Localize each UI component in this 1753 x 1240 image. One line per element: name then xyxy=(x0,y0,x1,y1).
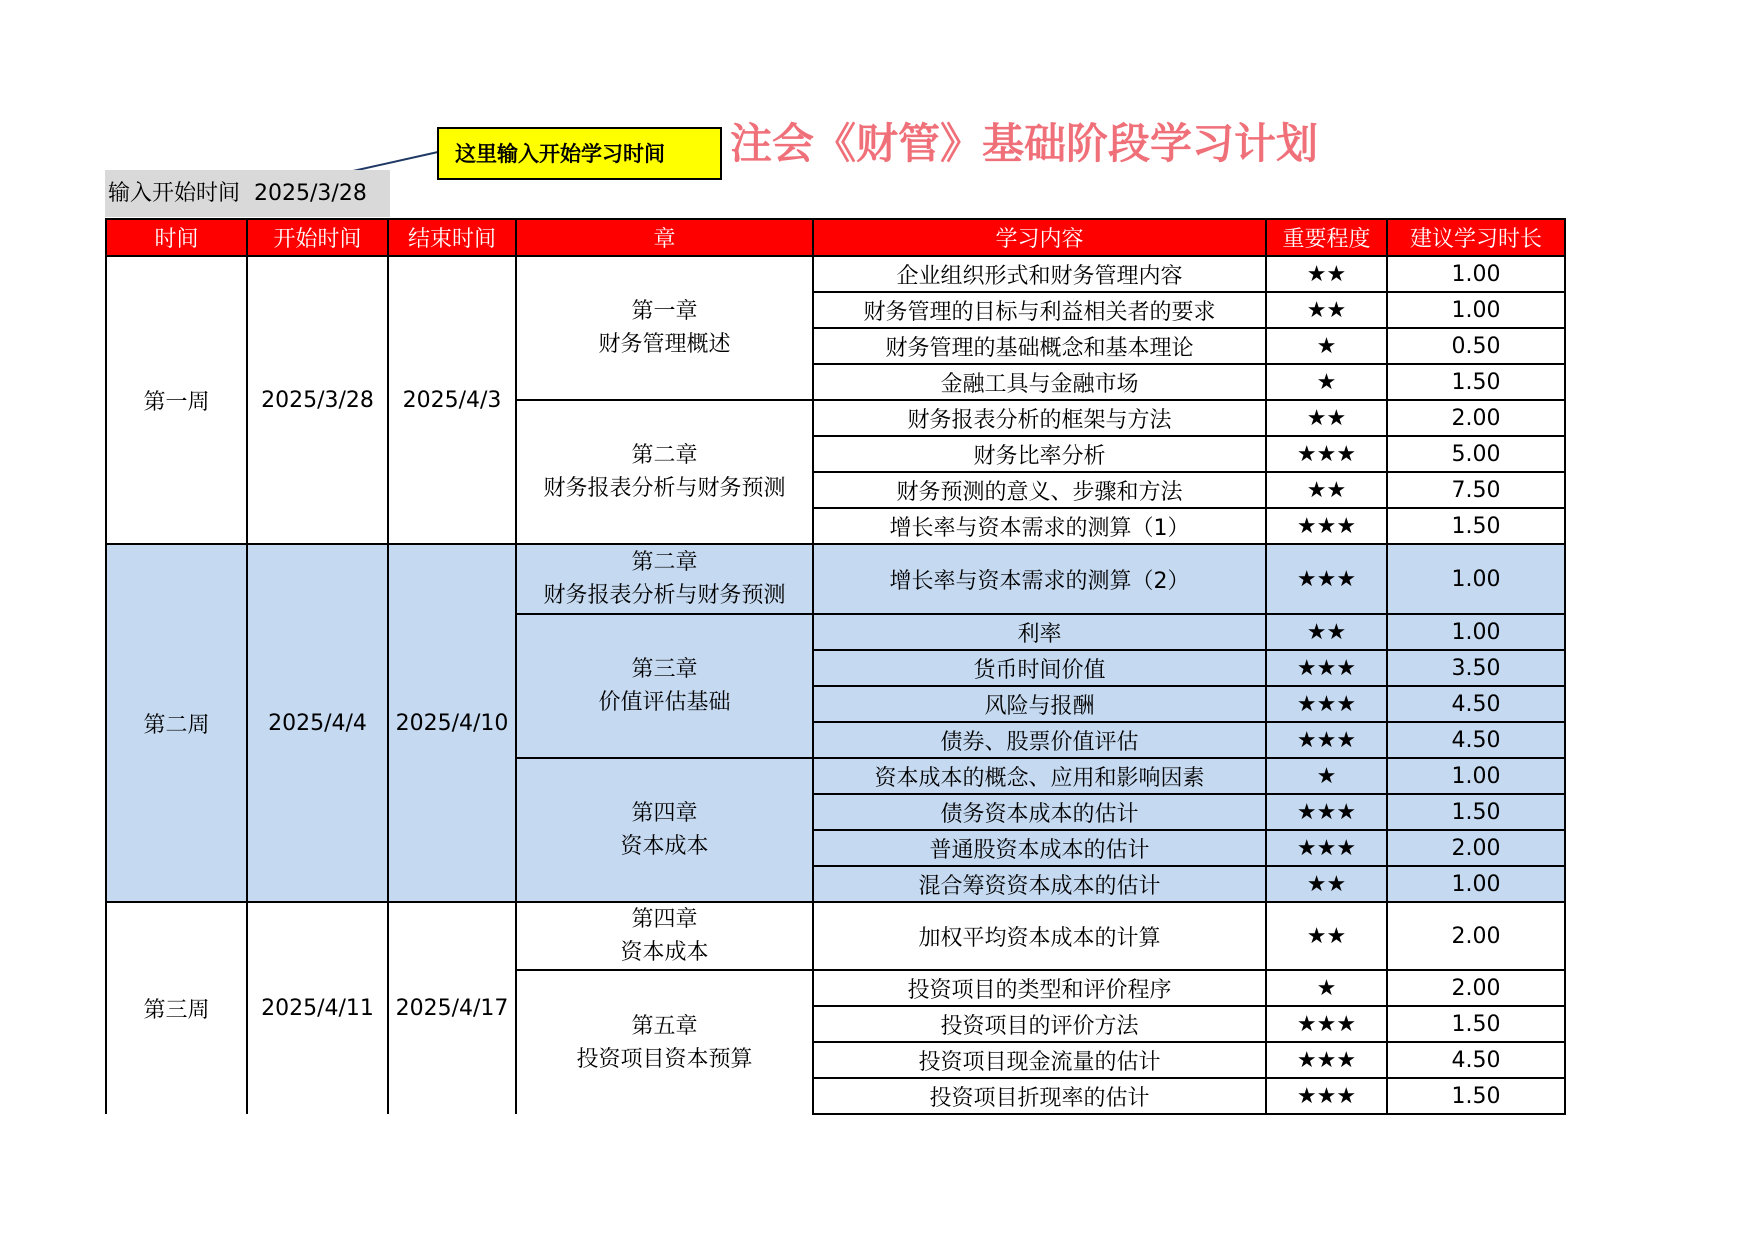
content-cell: 财务管理的目标与利益相关者的要求 xyxy=(813,292,1266,328)
content-cell: 企业组织形式和财务管理内容 xyxy=(813,256,1266,292)
table-row xyxy=(106,544,1565,614)
chapter-cell xyxy=(516,256,813,400)
importance-cell: ★★★ xyxy=(1266,1006,1387,1042)
content-cell: 利率 xyxy=(813,614,1266,650)
week-end-cell: 2025/4/17 xyxy=(388,902,516,1114)
chapter-cell xyxy=(516,400,813,544)
week-start-cell: 2025/3/28 xyxy=(247,256,388,544)
header-content: 学习内容 xyxy=(813,219,1266,256)
importance-cell: ★★ xyxy=(1266,902,1387,970)
chapter-name: 财务报表分析与财务预测 xyxy=(543,583,786,608)
header-end: 结束时间 xyxy=(388,219,516,256)
hours-cell: 7.50 xyxy=(1387,472,1565,508)
table-row xyxy=(106,902,1565,970)
chapter-name: 资本成本 xyxy=(620,834,709,859)
hours-cell: 1.00 xyxy=(1387,292,1565,328)
chapter-number: 第一章 xyxy=(631,299,698,324)
chapter-number: 第五章 xyxy=(631,1013,698,1039)
hours-cell: 0.50 xyxy=(1387,328,1565,364)
importance-cell: ★★★ xyxy=(1266,650,1387,686)
content-cell: 投资项目现金流量的估计 xyxy=(813,1042,1266,1078)
chapter-number: 第二章 xyxy=(631,443,698,468)
header-hours: 建议学习时长 xyxy=(1387,219,1565,256)
hours-cell: 1.00 xyxy=(1387,614,1565,650)
content-cell: 债务资本成本的估计 xyxy=(813,794,1266,830)
importance-cell: ★★ xyxy=(1266,866,1387,902)
chapter-number: 第三章 xyxy=(631,657,698,682)
importance-cell: ★★★ xyxy=(1266,1042,1387,1078)
content-cell: 金融工具与金融市场 xyxy=(813,364,1266,400)
week-start-cell: 2025/4/11 xyxy=(247,902,388,1114)
chapter-cell xyxy=(516,970,813,1114)
page-title: 注会《财管》基础阶段学习计划 xyxy=(730,119,1319,168)
chapter-name: 价值评估基础 xyxy=(598,690,731,715)
content-cell: 增长率与资本需求的测算（2） xyxy=(813,544,1266,614)
importance-cell: ★★★ xyxy=(1266,544,1387,614)
hours-cell: 2.00 xyxy=(1387,902,1565,970)
content-cell: 增长率与资本需求的测算（1） xyxy=(813,508,1266,544)
importance-cell: ★★ xyxy=(1266,256,1387,292)
chapter-number: 第四章 xyxy=(631,801,698,826)
chapter-number: 第二章 xyxy=(631,550,698,575)
content-cell: 混合筹资资本成本的估计 xyxy=(813,866,1266,902)
hours-cell: 5.00 xyxy=(1387,436,1565,472)
content-cell: 货币时间价值 xyxy=(813,650,1266,686)
hours-cell: 1.00 xyxy=(1387,866,1565,902)
start-date-box xyxy=(105,170,390,217)
importance-cell: ★★ xyxy=(1266,292,1387,328)
importance-cell: ★★★ xyxy=(1266,686,1387,722)
importance-cell: ★★★ xyxy=(1266,436,1387,472)
content-cell: 财务预测的意义、步骤和方法 xyxy=(813,472,1266,508)
week-cell: 第一周 xyxy=(106,256,247,544)
importance-cell: ★ xyxy=(1266,328,1387,364)
chapter-name: 投资项目资本预算 xyxy=(576,1046,753,1072)
start-date-label: 输入开始时间 xyxy=(108,181,241,206)
importance-cell: ★★ xyxy=(1266,400,1387,436)
week-cell: 第二周 xyxy=(106,544,247,902)
hours-cell: 3.50 xyxy=(1387,650,1565,686)
hours-cell: 1.50 xyxy=(1387,1006,1565,1042)
importance-cell: ★★★ xyxy=(1266,794,1387,830)
chapter-cell xyxy=(516,902,813,970)
hours-cell: 4.50 xyxy=(1387,722,1565,758)
start-date-input[interactable]: 2025/3/28 xyxy=(254,181,367,206)
content-cell: 财务比率分析 xyxy=(813,436,1266,472)
chapter-name: 财务管理概述 xyxy=(598,332,731,357)
header-week: 时间 xyxy=(106,219,247,256)
week-start-cell: 2025/4/4 xyxy=(247,544,388,902)
content-cell: 财务管理的基础概念和基本理论 xyxy=(813,328,1266,364)
table-row xyxy=(106,256,1565,292)
header-importance: 重要程度 xyxy=(1266,219,1387,256)
importance-cell: ★★★ xyxy=(1266,508,1387,544)
content-cell: 资本成本的概念、应用和影响因素 xyxy=(813,758,1266,794)
content-cell: 风险与报酬 xyxy=(813,686,1266,722)
hours-cell: 1.50 xyxy=(1387,508,1565,544)
content-cell: 投资项目的类型和评价程序 xyxy=(813,970,1266,1006)
header-row xyxy=(106,219,1565,256)
content-cell: 债券、股票价值评估 xyxy=(813,722,1266,758)
header-start: 开始时间 xyxy=(247,219,388,256)
content-cell: 投资项目的评价方法 xyxy=(813,1006,1266,1042)
hours-cell: 1.00 xyxy=(1387,758,1565,794)
header-chapter: 章 xyxy=(516,219,813,256)
week-end-cell: 2025/4/3 xyxy=(388,256,516,544)
hours-cell: 4.50 xyxy=(1387,1042,1565,1078)
hours-cell: 1.50 xyxy=(1387,1078,1565,1114)
hours-cell: 2.00 xyxy=(1387,400,1565,436)
hours-cell: 1.00 xyxy=(1387,256,1565,292)
importance-cell: ★ xyxy=(1266,364,1387,400)
chapter-number: 第四章 xyxy=(631,907,698,932)
week-cell: 第三周 xyxy=(106,902,247,1114)
importance-cell: ★★ xyxy=(1266,614,1387,650)
hours-cell: 1.00 xyxy=(1387,544,1565,614)
hours-cell: 2.00 xyxy=(1387,830,1565,866)
study-plan-table xyxy=(105,218,1566,1115)
importance-cell: ★ xyxy=(1266,758,1387,794)
content-cell: 投资项目折现率的估计 xyxy=(813,1078,1266,1114)
chapter-cell xyxy=(516,758,813,902)
importance-cell: ★★★ xyxy=(1266,722,1387,758)
chapter-name: 财务报表分析与财务预测 xyxy=(543,476,786,501)
hours-cell: 4.50 xyxy=(1387,686,1565,722)
importance-cell: ★ xyxy=(1266,970,1387,1006)
hours-cell: 1.50 xyxy=(1387,364,1565,400)
content-cell: 财务报表分析的框架与方法 xyxy=(813,400,1266,436)
chapter-name: 资本成本 xyxy=(620,940,709,965)
importance-cell: ★★★ xyxy=(1266,830,1387,866)
importance-cell: ★★ xyxy=(1266,472,1387,508)
chapter-cell xyxy=(516,544,813,614)
content-cell: 加权平均资本成本的计算 xyxy=(813,902,1266,970)
callout-note: 这里输入开始学习时间 xyxy=(437,127,722,180)
chapter-cell xyxy=(516,614,813,758)
hours-cell: 1.50 xyxy=(1387,794,1565,830)
week-end-cell: 2025/4/10 xyxy=(388,544,516,902)
content-cell: 普通股资本成本的估计 xyxy=(813,830,1266,866)
importance-cell: ★★★ xyxy=(1266,1078,1387,1114)
hours-cell: 2.00 xyxy=(1387,970,1565,1006)
